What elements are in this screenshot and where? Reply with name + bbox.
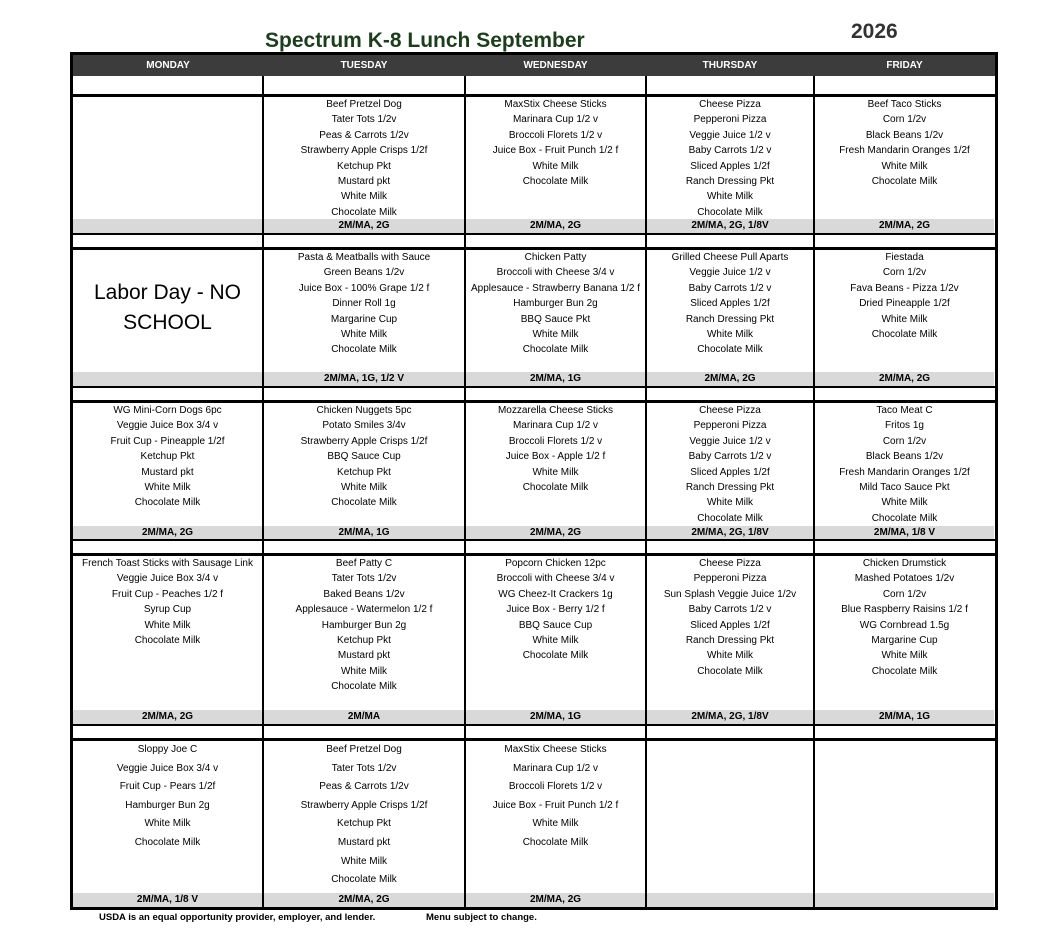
week-bottom-border: [73, 386, 995, 388]
day-cell-monday: [73, 97, 262, 233]
menu-item: Beef Patty C: [335, 558, 393, 569]
meal-components-bar: 2M/MA, 2G: [815, 219, 994, 233]
day-cell-friday: [815, 403, 994, 540]
menu-item: Marinara Cup 1/2 v: [512, 420, 599, 432]
day-cell-thursday: [647, 556, 813, 724]
menu-item: Pasta & Meatballs with Sauce: [297, 252, 431, 263]
menu-item: Peas & Carrots 1/2v: [319, 129, 409, 141]
menu-item: Corn 1/2v: [882, 267, 927, 279]
menu-item: Corn 1/2v: [882, 588, 927, 600]
menu-item: French Toast Sticks with Sausage Link: [81, 558, 253, 569]
menu-item: White Milk: [532, 635, 579, 647]
menu-item: Baby Carrots 1/2 v: [688, 604, 772, 616]
day-cell-thursday: [647, 403, 813, 540]
menu-item: Beef Pretzel Dog: [326, 744, 402, 755]
menu-item: Fresh Mandarin Oranges 1/2f: [839, 145, 970, 157]
menu-item: Applesauce - Strawberry Banana 1/2 f: [471, 282, 640, 294]
menu-item: Peas & Carrots 1/2v: [319, 781, 409, 793]
menu-item: Chocolate Milk: [331, 206, 397, 218]
usda-notice: USDA is an equal opportunity provider, employer, and lender.: [99, 912, 376, 923]
menu-item: Chocolate Milk: [522, 650, 589, 662]
header-friday: FRIDAY: [886, 60, 923, 71]
menu-item: Ketchup Pkt: [140, 451, 195, 463]
menu-item: Cheese Pizza: [699, 99, 761, 110]
meal-components-bar: 2M/MA: [264, 710, 464, 724]
day-cell-wednesday: [466, 97, 645, 233]
day-cell-wednesday: [466, 250, 645, 386]
day-cell-tuesday: [264, 403, 464, 540]
menu-item: Broccoli with Cheese 3/4 v: [496, 267, 615, 279]
menu-item: Mustard pkt: [337, 650, 391, 662]
menu-item: BBQ Sauce Cup: [518, 619, 593, 631]
menu-item: Sliced Apples 1/2f: [690, 466, 770, 478]
menu-item: Hamburger Bun 2g: [513, 298, 598, 310]
menu-item: Dried Pineapple 1/2f: [859, 298, 950, 310]
menu-item: Mashed Potatoes 1/2v: [854, 573, 955, 585]
day-cell-monday: [73, 250, 262, 386]
header-thursday: THURSDAY: [702, 60, 758, 71]
meal-components-bar: 2M/MA, 2G: [466, 219, 645, 233]
menu-item: Sliced Apples 1/2f: [690, 160, 770, 172]
menu-item: Ketchup Pkt: [337, 466, 391, 478]
day-cell-tuesday: [264, 556, 464, 724]
menu-item: Chocolate Milk: [697, 512, 763, 524]
menu-year: 2026: [851, 20, 898, 43]
meal-components-bar: 2M/MA, 1/8 V: [73, 893, 262, 907]
menu-item: WG Cornbread 1.5g: [859, 619, 950, 631]
menu-item: Chocolate Milk: [331, 874, 397, 886]
menu-item: White Milk: [881, 160, 928, 172]
menu-item: Chocolate Milk: [331, 681, 397, 693]
menu-item: White Milk: [340, 855, 388, 867]
menu-item: White Milk: [340, 482, 388, 494]
holiday-label: Labor Day - NO SCHOOL: [93, 281, 242, 334]
menu-item: Broccoli Florets 1/2 v: [508, 129, 603, 141]
menu-item: White Milk: [144, 482, 191, 494]
menu-item: Fiestada: [885, 252, 924, 263]
menu-item: Veggie Juice Box 3/4 v: [116, 762, 219, 774]
menu-item: Chicken Nuggets 5pc: [316, 405, 412, 416]
day-cell-monday: [73, 741, 262, 907]
menu-item: Baby Carrots 1/2 v: [688, 282, 772, 294]
menu-item: Baked Beans 1/2v: [323, 588, 405, 600]
menu-item: White Milk: [532, 329, 579, 341]
menu-item: White Milk: [340, 191, 388, 203]
menu-item: Marinara Cup 1/2 v: [512, 114, 599, 126]
menu-item: Chocolate Milk: [522, 344, 589, 356]
day-cell-wednesday: [466, 741, 645, 907]
menu-item: Fruit Cup - Pears 1/2f: [119, 781, 216, 793]
menu-item: Baby Carrots 1/2 v: [688, 145, 772, 157]
day-cell-friday: [815, 250, 994, 386]
menu-item: Chicken Drumstick: [862, 558, 947, 569]
menu-item: White Milk: [340, 665, 388, 677]
meal-components-bar: 2M/MA, 2G, 1/8V: [647, 219, 813, 233]
menu-item: Cheese Pizza: [699, 405, 761, 416]
day-cell-wednesday: [466, 403, 645, 540]
menu-item: Green Beans 1/2v: [323, 267, 405, 279]
menu-item: Grilled Cheese Pull Aparts: [671, 252, 789, 263]
week-bottom-border: [73, 724, 995, 726]
meal-components-bar: 2M/MA, 1/8 V: [815, 526, 994, 540]
menu-item: White Milk: [340, 329, 388, 341]
menu-item: Chocolate Milk: [134, 497, 201, 509]
menu-item: Blue Raspberry Raisins 1/2 f: [841, 604, 968, 616]
meal-components-bar: 2M/MA, 1G: [466, 710, 645, 724]
menu-item: Margarine Cup: [871, 635, 938, 647]
menu-item: MaxStix Cheese Sticks: [504, 99, 607, 110]
menu-item: Black Beans 1/2v: [865, 129, 944, 141]
menu-item: Applesauce - Watermelon 1/2 f: [295, 604, 433, 616]
menu-item: Mustard pkt: [337, 836, 391, 848]
menu-item: Fruit Cup - Peaches 1/2 f: [111, 588, 224, 600]
menu-item: Beef Taco Sticks: [867, 99, 942, 110]
menu-item: White Milk: [881, 497, 928, 509]
menu-title: Spectrum K-8 Lunch September: [265, 29, 585, 52]
menu-item: Juice Box - Apple 1/2 f: [505, 451, 606, 463]
meal-components-bar: 2M/MA, 2G: [815, 372, 994, 386]
menu-item: WG Cheez-It Crackers 1g: [498, 588, 613, 600]
menu-item: BBQ Sauce Cup: [327, 451, 401, 463]
menu-item: White Milk: [532, 160, 579, 172]
menu-item: Chocolate Milk: [522, 176, 589, 188]
menu-item: Veggie Juice Box 3/4 v: [116, 420, 219, 432]
menu-item: Ketchup Pkt: [337, 635, 391, 647]
meal-components-bar: [815, 893, 994, 907]
menu-item: Veggie Juice 1/2 v: [689, 267, 771, 279]
menu-item: Tater Tots 1/2v: [331, 114, 397, 126]
menu-item: Sun Splash Veggie Juice 1/2v: [663, 588, 797, 600]
menu-item: Juice Box - 100% Grape 1/2 f: [298, 282, 430, 294]
header-tuesday: TUESDAY: [340, 60, 388, 71]
menu-item: Ranch Dressing Pkt: [685, 635, 775, 647]
day-cell-friday: [815, 741, 994, 907]
meal-components-bar: 2M/MA, 2G: [73, 710, 262, 724]
menu-item: Juice Box - Fruit Punch 1/2 f: [492, 145, 619, 157]
menu-item: Chocolate Milk: [697, 665, 763, 677]
menu-item: BBQ Sauce Pkt: [520, 313, 591, 325]
menu-item: Mild Taco Sauce Pkt: [859, 482, 950, 494]
menu-item: Chocolate Milk: [697, 344, 763, 356]
menu-item: Sliced Apples 1/2f: [690, 619, 770, 631]
menu-item: White Milk: [706, 329, 754, 341]
menu-item: Chocolate Milk: [871, 512, 938, 524]
day-cell-thursday: [647, 250, 813, 386]
menu-item: White Milk: [706, 191, 754, 203]
day-cell-friday: [815, 556, 994, 724]
menu-item: Pepperoni Pizza: [693, 573, 767, 585]
menu-item: White Milk: [706, 650, 754, 662]
menu-item: Chocolate Milk: [697, 206, 763, 218]
meal-components-bar: 2M/MA, 1G, 1/2 V: [264, 372, 464, 386]
meal-components-bar: [73, 219, 262, 233]
menu-item: Tater Tots 1/2v: [331, 573, 397, 585]
menu-item: Sloppy Joe C: [137, 744, 198, 755]
menu-item: Ranch Dressing Pkt: [685, 482, 775, 494]
meal-components-bar: [73, 372, 262, 386]
menu-item: Veggie Juice Box 3/4 v: [116, 573, 219, 585]
menu-item: Baby Carrots 1/2 v: [688, 451, 772, 463]
menu-item: Popcorn Chicken 12pc: [505, 558, 606, 569]
menu-item: White Milk: [881, 313, 928, 325]
menu-item: Taco Meat C: [876, 405, 933, 416]
menu-item: Chocolate Milk: [871, 176, 938, 188]
menu-item: Sliced Apples 1/2f: [690, 298, 770, 310]
meal-components-bar: 2M/MA, 2G: [73, 526, 262, 540]
day-cell-wednesday: [466, 556, 645, 724]
menu-item: Juice Box - Berry 1/2 f: [506, 604, 605, 616]
menu-item: Ranch Dressing Pkt: [685, 313, 775, 325]
header-wednesday: WEDNESDAY: [523, 60, 588, 71]
menu-item: Beef Pretzel Dog: [326, 99, 402, 110]
menu-item: Fava Beans - Pizza 1/2v: [850, 282, 959, 294]
menu-item: Mustard pkt: [337, 176, 391, 188]
menu-item: Veggie Juice 1/2 v: [689, 435, 771, 447]
menu-item: WG Mini-Corn Dogs 6pc: [113, 405, 222, 416]
menu-item: White Milk: [532, 466, 579, 478]
day-cell-monday: [73, 403, 262, 540]
header-monday: MONDAY: [146, 60, 190, 71]
meal-components-bar: [647, 893, 813, 907]
menu-item: Chocolate Milk: [134, 836, 201, 848]
day-cell-monday: [73, 556, 262, 724]
menu-item: MaxStix Cheese Sticks: [504, 744, 607, 755]
menu-item: Fresh Mandarin Oranges 1/2f: [839, 466, 970, 478]
day-cell-friday: [815, 97, 994, 233]
meal-components-bar: 2M/MA, 2G, 1/8V: [647, 710, 813, 724]
menu-item: Potato Smiles 3/4v: [322, 420, 406, 432]
week-bottom-border: [73, 539, 995, 541]
meal-components-bar: 2M/MA, 2G: [466, 893, 645, 907]
menu-item: White Milk: [144, 818, 191, 830]
menu-item: Marinara Cup 1/2 v: [512, 762, 599, 774]
menu-item: Broccoli Florets 1/2 v: [508, 781, 603, 793]
day-cell-tuesday: [264, 250, 464, 386]
meal-components-bar: 2M/MA, 2G: [466, 526, 645, 540]
day-cell-tuesday: [264, 97, 464, 233]
menu-item: Fritos 1g: [885, 420, 924, 432]
menu-calendar-grid: [70, 52, 998, 910]
day-cell-tuesday: [264, 741, 464, 907]
menu-item: Chocolate Milk: [331, 497, 397, 509]
menu-item: White Milk: [144, 619, 191, 631]
menu-item: Hamburger Bun 2g: [321, 619, 407, 631]
meal-components-bar: 2M/MA, 1G: [264, 526, 464, 540]
menu-change-notice: Menu subject to change.: [426, 912, 537, 923]
menu-item: Chocolate Milk: [134, 635, 201, 647]
menu-item: Chocolate Milk: [522, 836, 589, 848]
menu-item: Corn 1/2v: [882, 114, 927, 126]
menu-item: Chocolate Milk: [331, 344, 397, 356]
menu-item: Ketchup Pkt: [337, 160, 391, 172]
menu-item: Syrup Cup: [143, 604, 192, 616]
week-bottom-border: [73, 233, 995, 235]
menu-item: Chicken Patty: [524, 252, 587, 263]
menu-item: Pepperoni Pizza: [693, 114, 767, 126]
menu-item: Broccoli Florets 1/2 v: [508, 435, 603, 447]
meal-components-bar: 2M/MA, 1G: [466, 372, 645, 386]
menu-item: Hamburger Bun 2g: [125, 799, 210, 811]
menu-item: Chocolate Milk: [871, 329, 938, 341]
menu-item: Strawberry Apple Crisps 1/2f: [300, 435, 428, 447]
menu-item: Fruit Cup - Pineapple 1/2f: [110, 435, 225, 447]
meal-components-bar: 2M/MA, 2G: [264, 219, 464, 233]
menu-item: Dinner Roll 1g: [332, 298, 396, 310]
menu-item: Tater Tots 1/2v: [331, 762, 397, 774]
menu-item: Ketchup Pkt: [337, 818, 391, 830]
menu-item: Broccoli with Cheese 3/4 v: [496, 573, 615, 585]
menu-item: Corn 1/2v: [882, 435, 927, 447]
menu-item: Veggie Juice 1/2 v: [689, 129, 771, 141]
menu-item: Strawberry Apple Crisps 1/2f: [300, 145, 428, 157]
meal-components-bar: 2M/MA, 2G, 1/8V: [647, 526, 813, 540]
meal-components-bar: 2M/MA, 1G: [815, 710, 994, 724]
day-cell-thursday: [647, 97, 813, 233]
menu-item: Cheese Pizza: [699, 558, 761, 569]
day-cell-thursday: [647, 741, 813, 907]
menu-item: Chocolate Milk: [522, 482, 589, 494]
meal-components-bar: 2M/MA, 2G: [647, 372, 813, 386]
menu-item: Mozzarella Cheese Sticks: [497, 405, 614, 416]
menu-item: Juice Box - Fruit Punch 1/2 f: [492, 799, 619, 811]
menu-item: White Milk: [706, 497, 754, 509]
menu-item: Black Beans 1/2v: [865, 451, 944, 463]
menu-item: Ranch Dressing Pkt: [685, 176, 775, 188]
weekday-header-row: [73, 55, 995, 76]
meal-components-bar: 2M/MA, 2G: [264, 893, 464, 907]
menu-item: Chocolate Milk: [871, 665, 938, 677]
menu-item: Pepperoni Pizza: [693, 420, 767, 432]
menu-item: Strawberry Apple Crisps 1/2f: [300, 799, 428, 811]
menu-item: White Milk: [881, 650, 928, 662]
menu-item: Mustard pkt: [141, 466, 194, 478]
menu-item: Margarine Cup: [330, 313, 398, 325]
menu-item: White Milk: [532, 818, 579, 830]
